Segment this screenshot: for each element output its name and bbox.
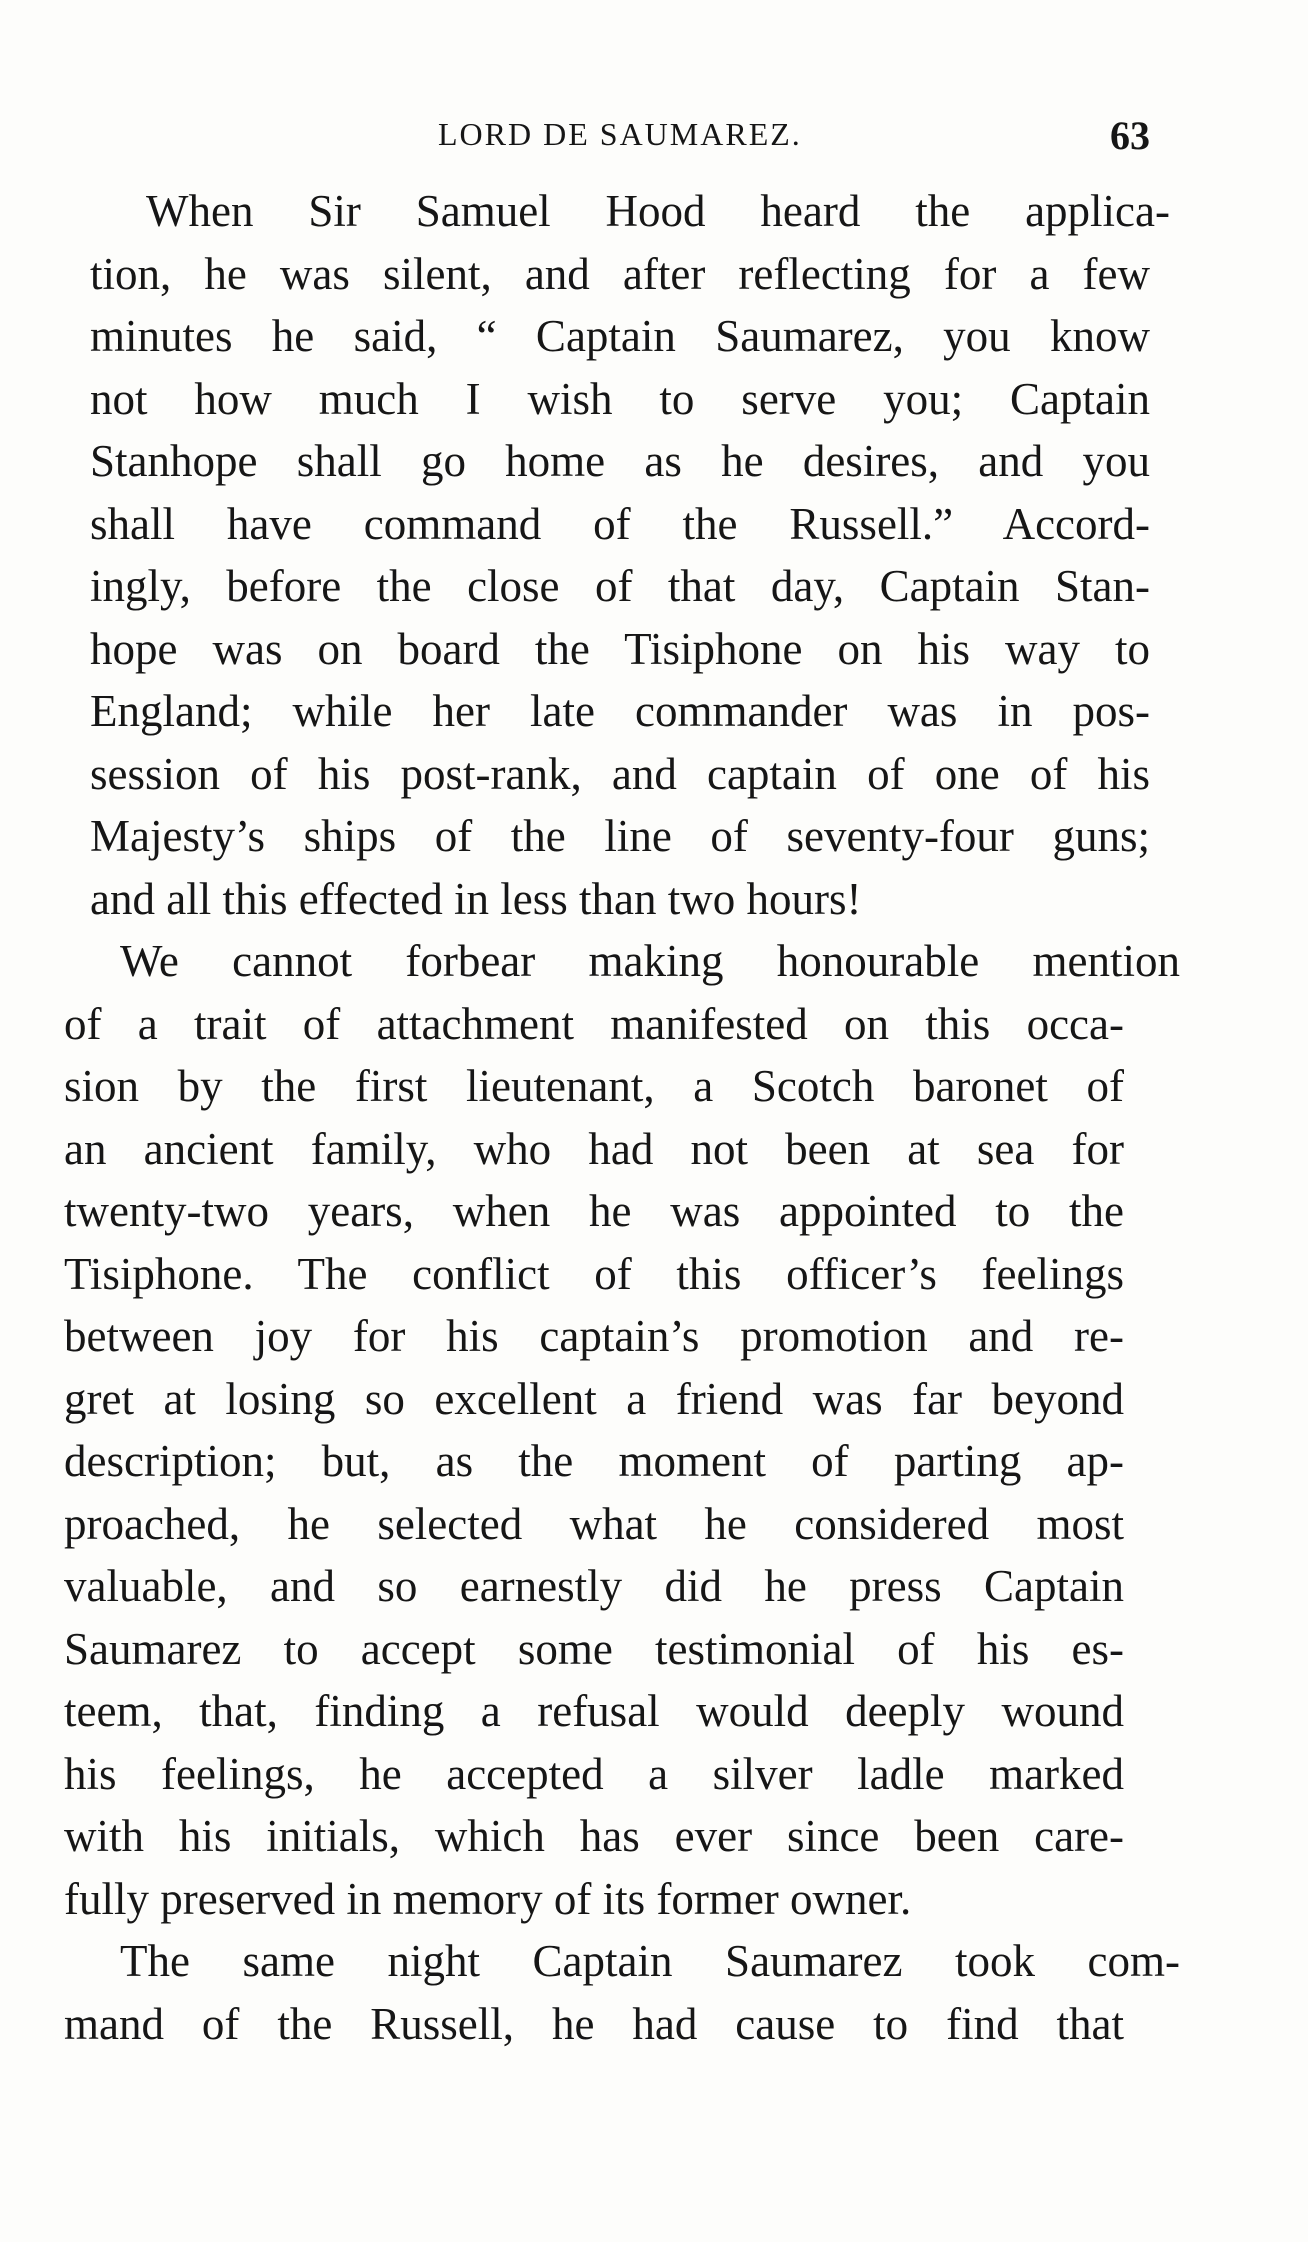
text-line: Stanhope shall go home as he desires, and you [90, 436, 1150, 486]
text-line: between joy for his captain’s promotion and re- [64, 1311, 1124, 1361]
text-line: Tisiphone. The conflict of this officer’s feelings [64, 1248, 1124, 1299]
text-line: with his initials, which has ever since been care- [64, 1811, 1124, 1861]
body-text [64, 180, 1180, 2055]
text-line: gret at losing so excellent a friend was far beyond [64, 1373, 1124, 1424]
text-line: shall have command of the Russell.” Accord- [90, 498, 1150, 549]
text-line: teem, that, finding a refusal would deeply wound [64, 1686, 1124, 1736]
running-head: LORD DE SAUMAREZ. [438, 116, 802, 152]
text-line: England; while her late commander was in pos- [90, 686, 1150, 736]
text-line: twenty-two years, when he was appointed to the [64, 1186, 1124, 1236]
text-line: session of his post-rank, and captain of one of his [90, 748, 1150, 799]
text-line: description; but, as the moment of parting ap- [64, 1436, 1124, 1486]
text-line: ingly, before the close of that day, Captain Stan- [90, 561, 1150, 611]
text-line: Majesty’s ships of the line of seventy-four guns; [90, 811, 1150, 861]
text-line: sion by the first lieutenant, a Scotch baronet of [64, 1061, 1124, 1111]
text-line: hope was on board the Tisiphone on his way to [90, 623, 1150, 674]
text-line: The same night Captain Saumarez took com- [120, 1936, 1180, 1986]
text-line: fully preserved in memory of its former owner. [64, 1873, 912, 1924]
text-line: tion, he was silent, and after reflecting for a few [90, 248, 1150, 299]
text-line: not how much I wish to serve you; Captain [90, 373, 1150, 424]
text-line: When Sir Samuel Hood heard the applica- [146, 186, 1170, 236]
text-line: We cannot forbear making honourable mention [120, 936, 1180, 986]
text-line: valuable, and so earnestly did he press Captain [64, 1561, 1124, 1611]
paragraph-3 [64, 1930, 1180, 2055]
paragraph-1 [64, 180, 1170, 930]
paragraph-2 [64, 930, 1180, 1930]
page-header [60, 113, 1160, 176]
text-line: his feelings, he accepted a silver ladle marked [64, 1748, 1124, 1799]
text-line: an ancient family, who had not been at sea for [64, 1123, 1124, 1174]
text-line: mand of the Russell, he had cause to find that [64, 1998, 1124, 2049]
text-line: and all this effected in less than two hours! [90, 873, 862, 924]
text-line: of a trait of attachment manifested on this occa- [64, 998, 1124, 1049]
page-number: 63 [1110, 113, 1150, 158]
text-line: minutes he said, “ Captain Saumarez, you know [90, 311, 1150, 361]
text-line: proached, he selected what he considered most [64, 1498, 1124, 1549]
text-line: Saumarez to accept some testimonial of his es- [64, 1623, 1124, 1674]
